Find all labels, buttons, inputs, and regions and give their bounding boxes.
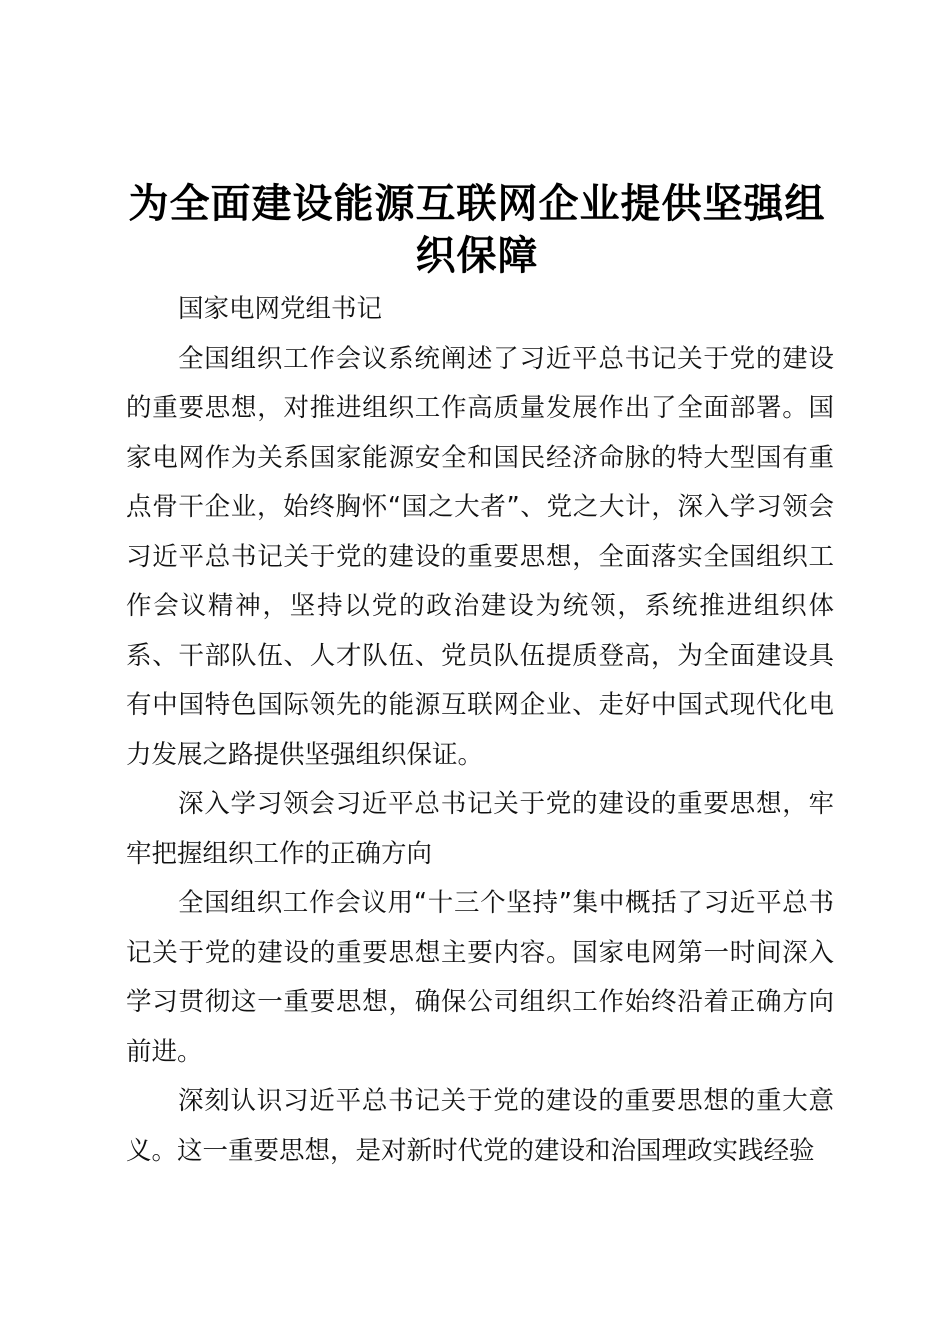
paragraph-intro: 全国组织工作会议系统阐述了习近平总书记关于党的建设的重要思想，对推进组织工作高质量发展作出了全面部署。国家电网作为关系国家能源安全和国民经济命脉的特大型国有重点骨干企业，始终胸怀“国之大者”、党之大计，深入学习领会习近平总书记关于党的建设的重要思想，全面落实全国组织工作会议精神，坚持以党的政治建设为统领，系统推进组织体系、干部队伍、人才队伍、党员队伍提质登高，为全面建设具有中国特色国际领先的能源互联网企业、走好中国式现代化电力发展之路提供坚强组织保证。	[126, 343, 834, 770]
section-heading: 深入学习领会习近平总书记关于党的建设的重要思想，牢牢把握组织工作的正确方向	[126, 789, 834, 869]
document-body	[126, 285, 834, 1176]
author-line: 国家电网党组书记	[178, 294, 383, 324]
paragraph-thirteen-insistences: 全国组织工作会议用“十三个坚持”集中概括了习近平总书记关于党的建设的重要思想主要内容。国家电网第一时间深入学习贯彻这一重要思想，确保公司组织工作始终沿着正确方向前进。	[126, 888, 834, 1067]
document-title: 为全面建设能源互联网企业提供坚强组织保障	[128, 181, 826, 279]
paragraph-significance: 深刻认识习近平总书记关于党的建设的重要思想的重大意义。这一重要思想，是对新时代党的建设和治国理政实践经验	[126, 1086, 834, 1166]
